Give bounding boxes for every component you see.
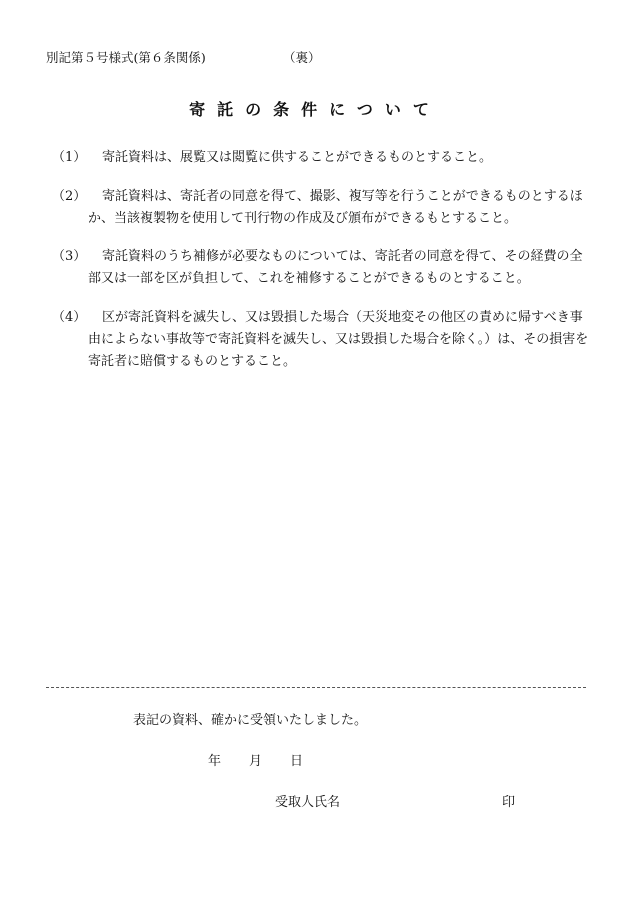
- clause-text: 寄託資料は、展覧又は閲覧に供することができるものとすること。: [102, 150, 493, 165]
- clause-text: 区が寄託資料を滅失し、又は毀損した場合（天災地変その他区の責めに帰すべき事由によらない事故等で寄託資料を滅失し、又は毀損した場合を除く。）は、その損害を寄託者に賠償するものとすること。: [88, 310, 589, 369]
- clause-3: [52, 246, 592, 290]
- clause-number: （2）: [52, 189, 87, 204]
- cut-line: [46, 687, 586, 688]
- clause-text: 寄託資料は、寄託者の同意を得て、撮影、複写等を行うことができるものとするほか、当該複製物を使用して刊行物の作成及び頒布ができるもとすること。: [88, 189, 583, 226]
- seal-mark: 印: [502, 795, 516, 810]
- form-id: 別記第５号様式(第６条関係): [46, 50, 206, 65]
- receipt-statement: 表記の資料、確かに受領いたしました。: [133, 713, 368, 728]
- reverse-side-label: （裏）: [283, 50, 321, 65]
- document-title: 寄託の条件について: [189, 100, 441, 119]
- clause-text: 寄託資料のうち補修が必要なものについては、寄託者の同意を得て、その経費の全部又は一部を区が負担して、これを補修することができるものとすること。: [88, 249, 583, 286]
- clause-number: （1）: [52, 150, 87, 165]
- day-label: 日: [290, 754, 304, 769]
- month-label: 月: [249, 754, 263, 769]
- date-line: [208, 750, 303, 769]
- clause-2: [52, 186, 592, 230]
- clause-1: [52, 147, 592, 169]
- year-label: 年: [208, 754, 222, 769]
- recipient-name-label: 受取人氏名: [275, 795, 341, 810]
- clause-number: （3）: [52, 249, 87, 264]
- clause-4: [52, 307, 592, 373]
- clause-number: （4）: [52, 310, 87, 325]
